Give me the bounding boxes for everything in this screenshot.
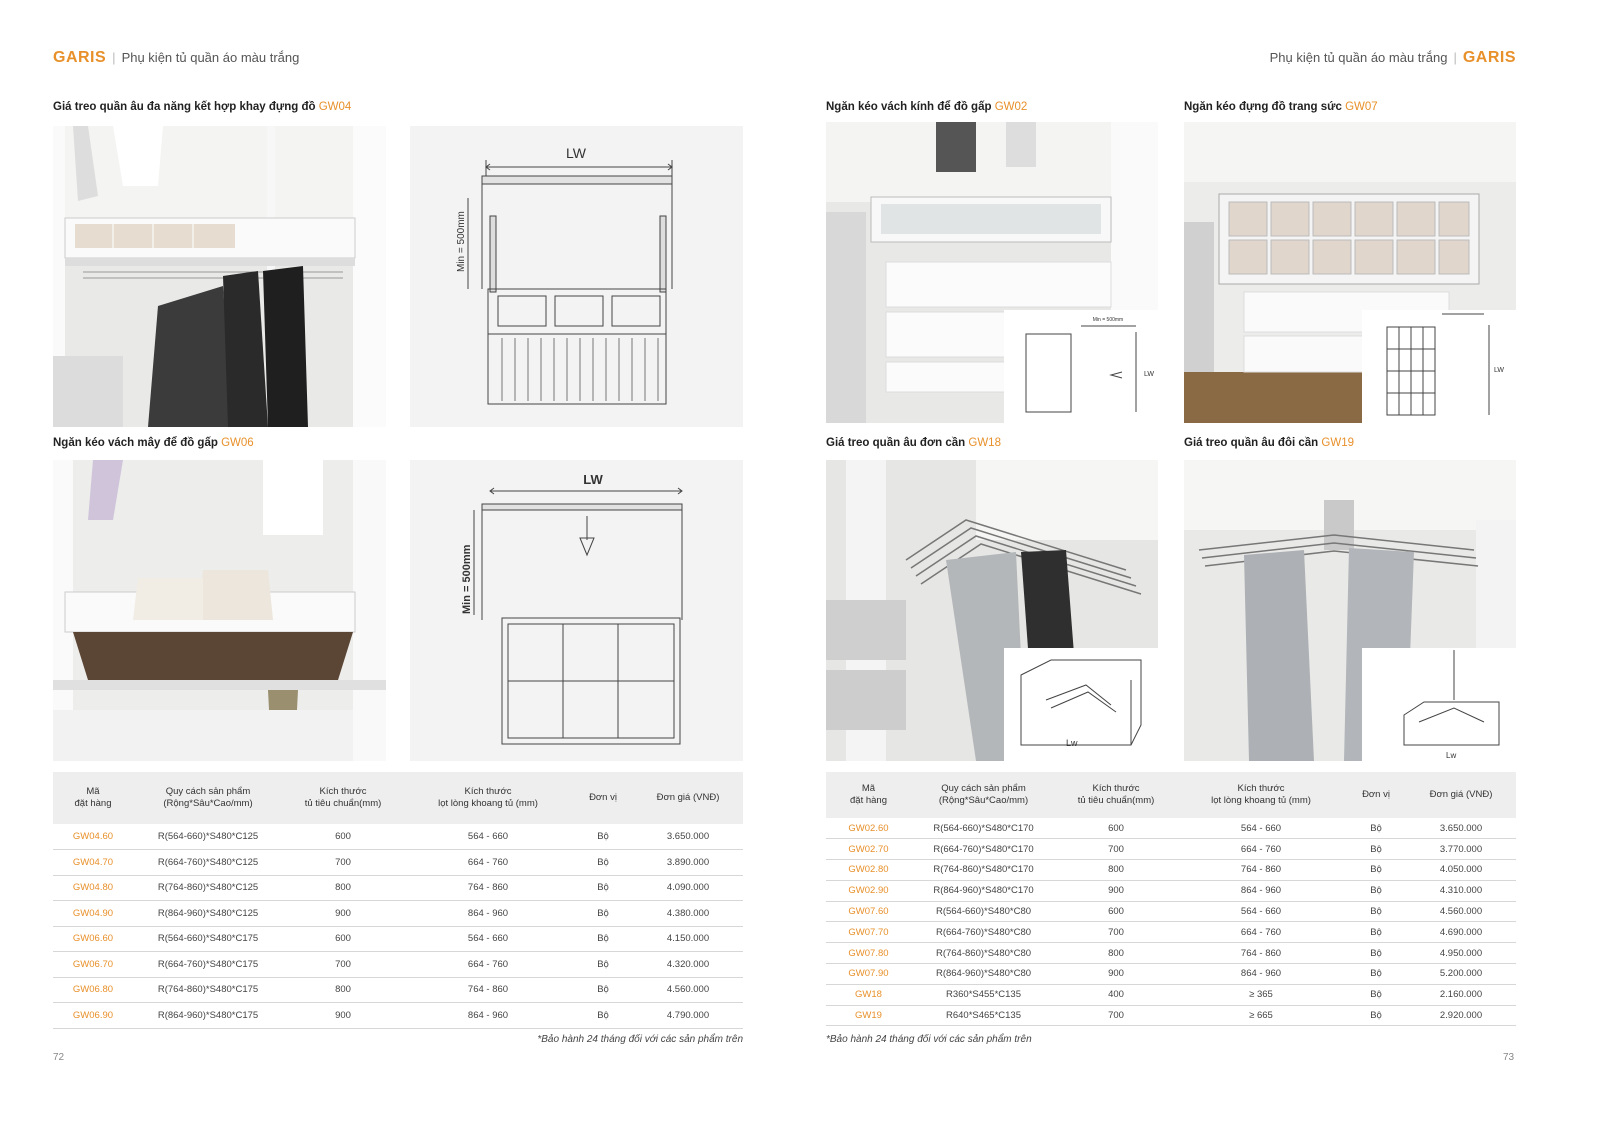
section-title-gw18: Giá treo quần âu đơn cần GW18: [826, 437, 1001, 449]
dimension-label-lw: LW: [566, 145, 586, 161]
inset-dimension-lw: Lw: [1446, 751, 1457, 760]
technical-diagram-gw04: [410, 126, 743, 427]
technical-diagram-gw06: [410, 460, 743, 761]
price-table-right: [826, 772, 1516, 1026]
table-row: GW06.60 R(564-660)*S480*C175 600 564 - 660 Bộ 4.150.000: [53, 926, 743, 952]
column-header: Quy cách sản phẩm (Rộng*Sâu*Cao/mm): [911, 772, 1056, 818]
header-subtitle: Phụ kiện tủ quần áo màu trắng: [121, 50, 300, 65]
warranty-note: *Bảo hành 24 tháng đối với các sản phẩm trên: [537, 1034, 743, 1045]
table-row: GW04.80 R(764-860)*S480*C125 800 764 - 860 Bộ 4.090.000: [53, 875, 743, 901]
product-photo-gw06: [53, 460, 386, 761]
column-header: Đơn vị: [573, 772, 633, 824]
dimension-label-min: Min = 500mm: [456, 211, 467, 272]
inset-diagram: [1362, 310, 1516, 423]
dimension-label-lw: LW: [583, 472, 603, 487]
dimension-label-min: Min = 500mm: [461, 544, 473, 614]
column-header: Mã đặt hàng: [826, 772, 911, 818]
column-header: Đơn vị: [1346, 772, 1406, 818]
brand-logo: GARIS: [53, 49, 107, 66]
header-subtitle: Phụ kiện tủ quần áo màu trắng: [1269, 50, 1448, 65]
column-header: Đơn giá (VNĐ): [1406, 772, 1516, 818]
product-code: GW07: [1345, 101, 1378, 113]
column-header: Kích thước tủ tiêu chuẩn(mm): [1056, 772, 1176, 818]
table-row: GW04.60 R(564-660)*S480*C125 600 564 - 660 Bộ 3.650.000: [53, 824, 743, 850]
column-header: Kích thước lọt lòng khoang tủ (mm): [1176, 772, 1346, 818]
table-row: GW07.80 R(764-860)*S480*C80 800 764 - 860 Bộ 4.950.000: [826, 943, 1516, 964]
product-code: GW02: [994, 101, 1028, 113]
table-row: GW02.90 R(864-960)*S480*C170 900 864 - 960 Bộ 4.310.000: [826, 880, 1516, 901]
column-header: Đơn giá (VNĐ): [633, 772, 743, 824]
product-code: GW04: [318, 101, 352, 113]
section-title-gw02: Ngăn kéo vách kính để đồ gấp GW02: [826, 101, 1028, 113]
page-number: 72: [53, 1052, 65, 1063]
table-row: GW02.70 R(664-760)*S480*C170 700 664 - 760 Bộ 3.770.000: [826, 839, 1516, 860]
product-photo-gw19: [1184, 460, 1516, 761]
inset-diagram: [1004, 310, 1158, 423]
column-header: Kích thước lọt lòng khoang tủ (mm): [403, 772, 573, 824]
table-row: GW04.90 R(864-960)*S480*C125 900 864 - 960 Bộ 4.380.000: [53, 901, 743, 927]
inset-dimension-lw: LW: [1494, 367, 1504, 374]
warranty-note: *Bảo hành 24 tháng đối với các sản phẩm trên: [826, 1034, 1032, 1045]
table-row: GW06.70 R(664-760)*S480*C175 700 664 - 760 Bộ 4.320.000: [53, 952, 743, 978]
brand-logo: GARIS: [1462, 49, 1516, 66]
table-row: GW07.90 R(864-960)*S480*C80 900 864 - 960 Bộ 5.200.000: [826, 964, 1516, 985]
product-photo-gw07: [1184, 122, 1516, 423]
table-row: GW07.60 R(564-660)*S480*C80 600 564 - 660 Bộ 4.560.000: [826, 901, 1516, 922]
inset-dimension-lw: LW: [1144, 371, 1154, 378]
inset-diagram: [1004, 648, 1158, 761]
page-number: 73: [1503, 1052, 1515, 1063]
product-photo-gw18: [826, 460, 1158, 761]
inset-dimension-lw: Lw: [1066, 738, 1078, 748]
column-header: Kích thước tủ tiêu chuẩn(mm): [283, 772, 403, 824]
left-header: GARIS | Phụ kiện tủ quần áo màu trắng: [53, 49, 300, 66]
table-row: GW18 R360*S455*C135 400 ≥ 365 Bộ 2.160.000: [826, 984, 1516, 1005]
product-code: GW18: [968, 437, 1001, 449]
product-code: GW19: [1321, 437, 1354, 449]
product-code: GW06: [221, 437, 254, 449]
product-photo-gw02: [826, 122, 1158, 423]
table-row: GW02.80 R(764-860)*S480*C170 800 764 - 860 Bộ 4.050.000: [826, 860, 1516, 881]
section-title-gw06: Ngăn kéo vách mây để đồ gấp GW06: [53, 437, 254, 449]
table-row: GW07.70 R(664-760)*S480*C80 700 664 - 760 Bộ 4.690.000: [826, 922, 1516, 943]
table-row: GW06.90 R(864-960)*S480*C175 900 864 - 960 Bộ 4.790.000: [53, 1003, 743, 1029]
section-title-gw04: Giá treo quần âu đa năng kết hợp khay đựng đồ GW04: [53, 101, 352, 113]
inset-dimension-min: Min = 500mm: [1092, 317, 1124, 323]
column-header: Mã đặt hàng: [53, 772, 133, 824]
table-header-row: [826, 772, 1516, 818]
table-header-row: [53, 772, 743, 824]
table-row: GW19 R640*S465*C135 700 ≥ 665 Bộ 2.920.000: [826, 1005, 1516, 1026]
section-title-gw19: Giá treo quần âu đôi cần GW19: [1184, 437, 1354, 449]
table-row: GW04.70 R(664-760)*S480*C125 700 664 - 760 Bộ 3.890.000: [53, 850, 743, 876]
inset-diagram: [1362, 648, 1516, 761]
right-header: Phụ kiện tủ quần áo màu trắng | GARIS: [1269, 49, 1516, 66]
table-row: GW06.80 R(764-860)*S480*C175 800 764 - 860 Bộ 4.560.000: [53, 977, 743, 1003]
product-photo-gw04: [53, 126, 386, 427]
section-title-gw07: Ngăn kéo đựng đồ trang sức GW07: [1184, 101, 1378, 113]
table-row: GW02.60 R(564-660)*S480*C170 600 564 - 660 Bộ 3.650.000: [826, 818, 1516, 839]
price-table-left: [53, 772, 743, 1029]
column-header: Quy cách sản phẩm (Rộng*Sâu*Cao/mm): [133, 772, 283, 824]
